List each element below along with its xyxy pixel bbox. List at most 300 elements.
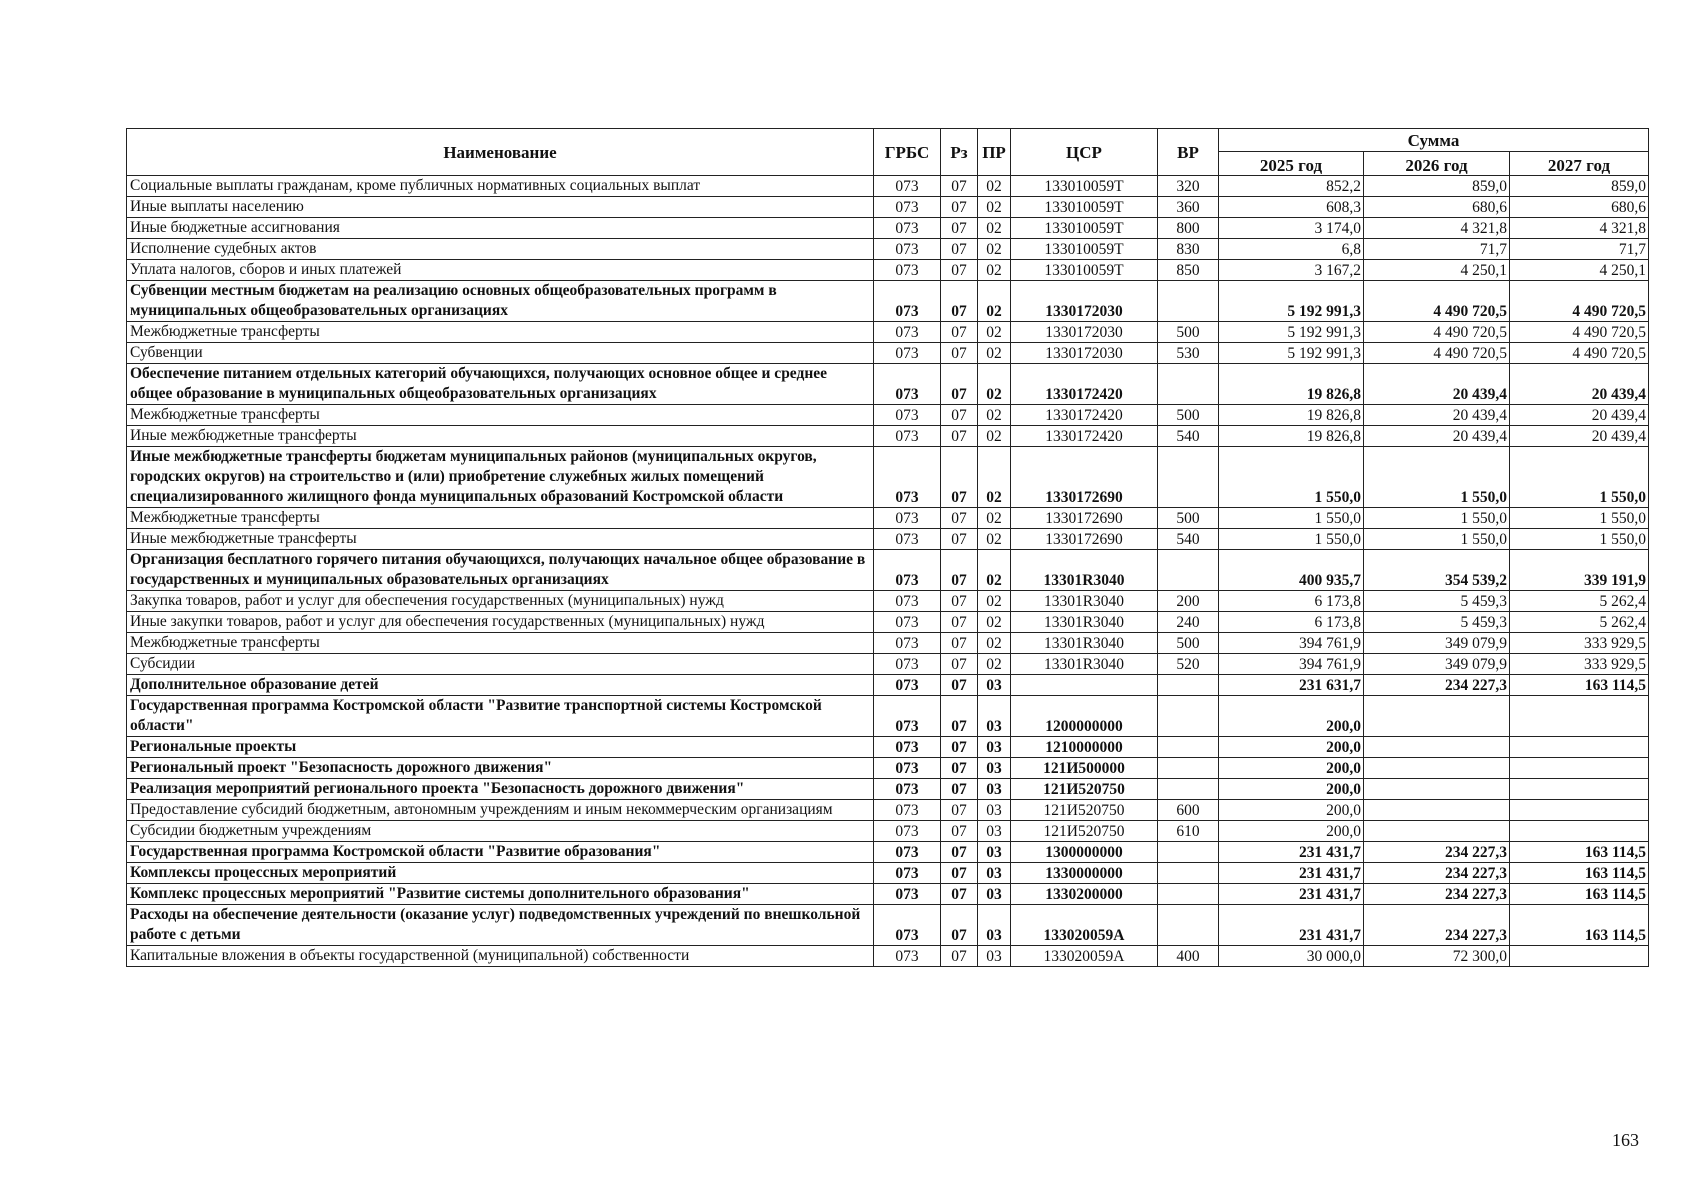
- cell-y2025: 394 761,9: [1219, 633, 1364, 654]
- cell-y2026: 234 227,3: [1364, 842, 1510, 863]
- cell-name: Организация бесплатного горячего питания обучающихся, получающих начальное общее образование в государственных и муниципальных образовательных организациях: [127, 550, 874, 591]
- header-vr: ВР: [1158, 129, 1219, 176]
- cell-rz: 07: [941, 696, 978, 737]
- cell-y2026: [1364, 696, 1510, 737]
- cell-vr: [1158, 884, 1219, 905]
- cell-y2027: 4 490 720,5: [1510, 281, 1649, 322]
- cell-y2027: 680,6: [1510, 197, 1649, 218]
- cell-grbs: 073: [874, 529, 941, 550]
- cell-y2026: [1364, 779, 1510, 800]
- cell-name: Субсидии бюджетным учреждениям: [127, 821, 874, 842]
- cell-csr: 1330172030: [1011, 322, 1158, 343]
- cell-rz: 07: [941, 447, 978, 508]
- cell-y2026: [1364, 821, 1510, 842]
- cell-y2027: [1510, 821, 1649, 842]
- cell-name: Обеспечение питанием отдельных категорий обучающихся, получающих основное общее и среднее общее образование в муниципальных общеобразовательных организациях: [127, 364, 874, 405]
- cell-y2027: 5 262,4: [1510, 612, 1649, 633]
- table-row: [127, 905, 1649, 946]
- cell-y2026: 349 079,9: [1364, 654, 1510, 675]
- cell-csr: 121И520750: [1011, 821, 1158, 842]
- cell-csr: 1330172420: [1011, 405, 1158, 426]
- cell-y2026: 1 550,0: [1364, 447, 1510, 508]
- cell-pr: 02: [978, 550, 1011, 591]
- budget-table: [126, 128, 1649, 967]
- cell-y2025: 3 174,0: [1219, 218, 1364, 239]
- cell-y2026: 349 079,9: [1364, 633, 1510, 654]
- cell-y2026: 234 227,3: [1364, 884, 1510, 905]
- table-row: [127, 946, 1649, 967]
- cell-pr: 02: [978, 529, 1011, 550]
- cell-vr: 540: [1158, 529, 1219, 550]
- cell-y2026: 1 550,0: [1364, 508, 1510, 529]
- cell-csr: 1330000000: [1011, 863, 1158, 884]
- cell-y2027: 20 439,4: [1510, 405, 1649, 426]
- cell-y2025: 5 192 991,3: [1219, 281, 1364, 322]
- cell-rz: 07: [941, 260, 978, 281]
- cell-vr: 320: [1158, 176, 1219, 197]
- table-row: [127, 343, 1649, 364]
- cell-vr: [1158, 675, 1219, 696]
- cell-rz: 07: [941, 800, 978, 821]
- cell-pr: 02: [978, 612, 1011, 633]
- table-row: [127, 322, 1649, 343]
- cell-grbs: 073: [874, 633, 941, 654]
- cell-y2027: 859,0: [1510, 176, 1649, 197]
- cell-csr: 13301R3040: [1011, 612, 1158, 633]
- cell-grbs: 073: [874, 239, 941, 260]
- table-row: [127, 884, 1649, 905]
- cell-vr: 530: [1158, 343, 1219, 364]
- table-row: [127, 529, 1649, 550]
- cell-rz: 07: [941, 176, 978, 197]
- cell-y2025: 19 826,8: [1219, 426, 1364, 447]
- cell-rz: 07: [941, 239, 978, 260]
- cell-y2026: 234 227,3: [1364, 675, 1510, 696]
- cell-name: Реализация мероприятий регионального проекта "Безопасность дорожного движения": [127, 779, 874, 800]
- table-row: [127, 364, 1649, 405]
- cell-csr: 121И520750: [1011, 800, 1158, 821]
- cell-rz: 07: [941, 322, 978, 343]
- cell-pr: 03: [978, 696, 1011, 737]
- cell-name: Расходы на обеспечение деятельности (оказание услуг) подведомственных учреждений по внешкольной работе с детьми: [127, 905, 874, 946]
- cell-csr: 13301R3040: [1011, 633, 1158, 654]
- cell-csr: 133020059А: [1011, 905, 1158, 946]
- cell-y2026: [1364, 737, 1510, 758]
- cell-name: Межбюджетные трансферты: [127, 508, 874, 529]
- cell-y2025: 6 173,8: [1219, 591, 1364, 612]
- cell-grbs: 073: [874, 800, 941, 821]
- table-row: [127, 447, 1649, 508]
- cell-pr: 03: [978, 884, 1011, 905]
- cell-grbs: 073: [874, 197, 941, 218]
- cell-csr: 133010059Т: [1011, 239, 1158, 260]
- cell-csr: 1330172690: [1011, 508, 1158, 529]
- table-row: [127, 675, 1649, 696]
- table-row: [127, 508, 1649, 529]
- cell-y2025: 5 192 991,3: [1219, 322, 1364, 343]
- cell-name: Иные выплаты населению: [127, 197, 874, 218]
- cell-pr: 03: [978, 821, 1011, 842]
- cell-y2026: [1364, 758, 1510, 779]
- cell-y2025: 200,0: [1219, 758, 1364, 779]
- cell-y2026: 859,0: [1364, 176, 1510, 197]
- cell-rz: 07: [941, 281, 978, 322]
- cell-y2027: 4 490 720,5: [1510, 343, 1649, 364]
- cell-rz: 07: [941, 633, 978, 654]
- cell-y2027: [1510, 758, 1649, 779]
- cell-grbs: 073: [874, 426, 941, 447]
- cell-pr: 03: [978, 905, 1011, 946]
- cell-pr: 03: [978, 758, 1011, 779]
- cell-csr: 13301R3040: [1011, 591, 1158, 612]
- cell-csr: 13301R3040: [1011, 654, 1158, 675]
- cell-vr: 400: [1158, 946, 1219, 967]
- cell-name: Государственная программа Костромской области "Развитие транспортной системы Костромской области": [127, 696, 874, 737]
- cell-y2025: 1 550,0: [1219, 447, 1364, 508]
- table-row: [127, 863, 1649, 884]
- cell-rz: 07: [941, 405, 978, 426]
- cell-csr: 121И520750: [1011, 779, 1158, 800]
- cell-rz: 07: [941, 905, 978, 946]
- cell-vr: 360: [1158, 197, 1219, 218]
- table-row: [127, 633, 1649, 654]
- cell-rz: 07: [941, 343, 978, 364]
- cell-rz: 07: [941, 779, 978, 800]
- cell-y2027: [1510, 800, 1649, 821]
- cell-y2027: 333 929,5: [1510, 654, 1649, 675]
- header-grbs: ГРБС: [874, 129, 941, 176]
- header-name: Наименование: [127, 129, 874, 176]
- cell-y2025: 200,0: [1219, 821, 1364, 842]
- cell-pr: 02: [978, 239, 1011, 260]
- cell-vr: 500: [1158, 633, 1219, 654]
- cell-y2025: 231 431,7: [1219, 842, 1364, 863]
- cell-y2026: 20 439,4: [1364, 405, 1510, 426]
- cell-vr: 500: [1158, 322, 1219, 343]
- cell-y2026: 71,7: [1364, 239, 1510, 260]
- cell-y2027: [1510, 779, 1649, 800]
- cell-grbs: 073: [874, 591, 941, 612]
- table-row: [127, 218, 1649, 239]
- header-rz: Рз: [941, 129, 978, 176]
- cell-vr: [1158, 737, 1219, 758]
- cell-pr: 03: [978, 800, 1011, 821]
- cell-name: Иные межбюджетные трансферты: [127, 426, 874, 447]
- cell-y2026: 5 459,3: [1364, 591, 1510, 612]
- cell-pr: 02: [978, 405, 1011, 426]
- cell-grbs: 073: [874, 612, 941, 633]
- table-row: [127, 758, 1649, 779]
- cell-vr: 500: [1158, 405, 1219, 426]
- cell-y2026: 5 459,3: [1364, 612, 1510, 633]
- cell-vr: 800: [1158, 218, 1219, 239]
- cell-pr: 03: [978, 737, 1011, 758]
- cell-y2025: 6,8: [1219, 239, 1364, 260]
- cell-y2025: 231 431,7: [1219, 905, 1364, 946]
- table-row: [127, 239, 1649, 260]
- cell-vr: 610: [1158, 821, 1219, 842]
- header-sum: Сумма: [1219, 129, 1649, 152]
- table-row: [127, 260, 1649, 281]
- table-row: [127, 550, 1649, 591]
- cell-y2027: 163 114,5: [1510, 675, 1649, 696]
- table-row: [127, 176, 1649, 197]
- header-2025: 2025 год: [1219, 152, 1364, 176]
- table-body: [127, 176, 1649, 967]
- cell-vr: 240: [1158, 612, 1219, 633]
- cell-rz: 07: [941, 529, 978, 550]
- cell-y2027: 20 439,4: [1510, 426, 1649, 447]
- cell-rz: 07: [941, 821, 978, 842]
- cell-grbs: 073: [874, 364, 941, 405]
- cell-y2026: 234 227,3: [1364, 863, 1510, 884]
- table-row: [127, 197, 1649, 218]
- cell-grbs: 073: [874, 260, 941, 281]
- cell-pr: 03: [978, 946, 1011, 967]
- cell-y2027: 163 114,5: [1510, 842, 1649, 863]
- cell-rz: 07: [941, 426, 978, 447]
- cell-y2025: 1 550,0: [1219, 529, 1364, 550]
- cell-name: Иные межбюджетные трансферты бюджетам муниципальных районов (муниципальных округов, городских округов) на строительство и (или) приобретение служебных жилых помещений специализированного жилищного фонда муниципальных образований Костромской области: [127, 447, 874, 508]
- cell-grbs: 073: [874, 758, 941, 779]
- cell-vr: [1158, 758, 1219, 779]
- cell-y2026: [1364, 800, 1510, 821]
- cell-rz: 07: [941, 863, 978, 884]
- cell-y2026: 20 439,4: [1364, 426, 1510, 447]
- cell-y2027: [1510, 737, 1649, 758]
- cell-csr: 133010059Т: [1011, 197, 1158, 218]
- cell-grbs: 073: [874, 675, 941, 696]
- cell-csr: 121И500000: [1011, 758, 1158, 779]
- cell-grbs: 073: [874, 779, 941, 800]
- table-row: [127, 842, 1649, 863]
- cell-y2027: [1510, 946, 1649, 967]
- cell-y2026: 72 300,0: [1364, 946, 1510, 967]
- cell-name: Региональные проекты: [127, 737, 874, 758]
- cell-vr: [1158, 863, 1219, 884]
- cell-csr: 133020059А: [1011, 946, 1158, 967]
- cell-y2025: 200,0: [1219, 779, 1364, 800]
- cell-pr: 02: [978, 218, 1011, 239]
- cell-y2026: 234 227,3: [1364, 905, 1510, 946]
- cell-y2025: 608,3: [1219, 197, 1364, 218]
- cell-y2025: 852,2: [1219, 176, 1364, 197]
- cell-pr: 02: [978, 281, 1011, 322]
- cell-csr: 1330172030: [1011, 281, 1158, 322]
- cell-name: Социальные выплаты гражданам, кроме публичных нормативных социальных выплат: [127, 176, 874, 197]
- cell-y2026: 4 321,8: [1364, 218, 1510, 239]
- cell-pr: 02: [978, 447, 1011, 508]
- cell-name: Уплата налогов, сборов и иных платежей: [127, 260, 874, 281]
- cell-name: Иные закупки товаров, работ и услуг для обеспечения государственных (муниципальных) нужд: [127, 612, 874, 633]
- cell-y2027: 163 114,5: [1510, 884, 1649, 905]
- cell-name: Капитальные вложения в объекты государственной (муниципальной) собственности: [127, 946, 874, 967]
- cell-vr: [1158, 447, 1219, 508]
- cell-csr: 133010059Т: [1011, 218, 1158, 239]
- cell-grbs: 073: [874, 176, 941, 197]
- cell-pr: 03: [978, 675, 1011, 696]
- cell-y2026: 4 250,1: [1364, 260, 1510, 281]
- cell-pr: 03: [978, 842, 1011, 863]
- cell-rz: 07: [941, 737, 978, 758]
- cell-vr: [1158, 905, 1219, 946]
- cell-vr: [1158, 364, 1219, 405]
- cell-pr: 02: [978, 364, 1011, 405]
- cell-y2027: 4 250,1: [1510, 260, 1649, 281]
- cell-pr: 02: [978, 426, 1011, 447]
- cell-grbs: 073: [874, 281, 941, 322]
- cell-csr: [1011, 675, 1158, 696]
- cell-csr: 133010059Т: [1011, 176, 1158, 197]
- cell-name: Межбюджетные трансферты: [127, 633, 874, 654]
- table-row: [127, 779, 1649, 800]
- cell-csr: 1330172690: [1011, 447, 1158, 508]
- cell-csr: 1300000000: [1011, 842, 1158, 863]
- cell-y2027: 1 550,0: [1510, 508, 1649, 529]
- cell-grbs: 073: [874, 508, 941, 529]
- cell-y2025: 3 167,2: [1219, 260, 1364, 281]
- cell-grbs: 073: [874, 946, 941, 967]
- cell-rz: 07: [941, 946, 978, 967]
- cell-y2026: 20 439,4: [1364, 364, 1510, 405]
- cell-name: Межбюджетные трансферты: [127, 405, 874, 426]
- cell-rz: 07: [941, 884, 978, 905]
- cell-rz: 07: [941, 591, 978, 612]
- cell-rz: 07: [941, 612, 978, 633]
- cell-pr: 02: [978, 260, 1011, 281]
- cell-y2027: [1510, 696, 1649, 737]
- cell-y2025: 19 826,8: [1219, 364, 1364, 405]
- cell-csr: 1200000000: [1011, 696, 1158, 737]
- cell-csr: 133010059Т: [1011, 260, 1158, 281]
- cell-pr: 02: [978, 633, 1011, 654]
- table-row: [127, 654, 1649, 675]
- header-2027: 2027 год: [1510, 152, 1649, 176]
- cell-rz: 07: [941, 197, 978, 218]
- header-csr: ЦСР: [1011, 129, 1158, 176]
- cell-name: Комплекс процессных мероприятий "Развитие системы дополнительного образования": [127, 884, 874, 905]
- cell-vr: 830: [1158, 239, 1219, 260]
- cell-y2025: 394 761,9: [1219, 654, 1364, 675]
- cell-y2025: 400 935,7: [1219, 550, 1364, 591]
- table-row: [127, 281, 1649, 322]
- cell-y2027: 71,7: [1510, 239, 1649, 260]
- cell-vr: [1158, 696, 1219, 737]
- cell-y2025: 6 173,8: [1219, 612, 1364, 633]
- cell-grbs: 073: [874, 322, 941, 343]
- table-row: [127, 737, 1649, 758]
- table-row: [127, 821, 1649, 842]
- cell-grbs: 073: [874, 218, 941, 239]
- cell-y2027: 163 114,5: [1510, 905, 1649, 946]
- cell-name: Субсидии: [127, 654, 874, 675]
- cell-grbs: 073: [874, 863, 941, 884]
- cell-y2027: 1 550,0: [1510, 529, 1649, 550]
- cell-rz: 07: [941, 364, 978, 405]
- cell-rz: 07: [941, 654, 978, 675]
- cell-y2025: 5 192 991,3: [1219, 343, 1364, 364]
- cell-y2027: 5 262,4: [1510, 591, 1649, 612]
- header-2026: 2026 год: [1364, 152, 1510, 176]
- cell-rz: 07: [941, 218, 978, 239]
- cell-y2026: 354 539,2: [1364, 550, 1510, 591]
- cell-grbs: 073: [874, 737, 941, 758]
- cell-grbs: 073: [874, 884, 941, 905]
- cell-y2027: 1 550,0: [1510, 447, 1649, 508]
- cell-csr: 1330172690: [1011, 529, 1158, 550]
- cell-vr: 600: [1158, 800, 1219, 821]
- cell-y2027: 333 929,5: [1510, 633, 1649, 654]
- cell-name: Субвенции: [127, 343, 874, 364]
- cell-pr: 02: [978, 343, 1011, 364]
- cell-vr: 850: [1158, 260, 1219, 281]
- cell-csr: 1330172420: [1011, 364, 1158, 405]
- cell-csr: 13301R3040: [1011, 550, 1158, 591]
- cell-vr: [1158, 842, 1219, 863]
- cell-rz: 07: [941, 550, 978, 591]
- cell-grbs: 073: [874, 905, 941, 946]
- cell-rz: 07: [941, 675, 978, 696]
- cell-csr: 1330172420: [1011, 426, 1158, 447]
- cell-y2025: 200,0: [1219, 696, 1364, 737]
- cell-rz: 07: [941, 758, 978, 779]
- cell-name: Межбюджетные трансферты: [127, 322, 874, 343]
- cell-y2026: 4 490 720,5: [1364, 343, 1510, 364]
- cell-name: Государственная программа Костромской области "Развитие образования": [127, 842, 874, 863]
- cell-grbs: 073: [874, 696, 941, 737]
- cell-y2025: 1 550,0: [1219, 508, 1364, 529]
- cell-grbs: 073: [874, 842, 941, 863]
- cell-pr: 02: [978, 176, 1011, 197]
- cell-pr: 02: [978, 591, 1011, 612]
- cell-name: Иные бюджетные ассигнования: [127, 218, 874, 239]
- cell-vr: 520: [1158, 654, 1219, 675]
- cell-name: Региональный проект "Безопасность дорожного движения": [127, 758, 874, 779]
- cell-pr: 02: [978, 322, 1011, 343]
- cell-y2026: 4 490 720,5: [1364, 281, 1510, 322]
- cell-pr: 03: [978, 863, 1011, 884]
- cell-y2027: 339 191,9: [1510, 550, 1649, 591]
- cell-csr: 1330200000: [1011, 884, 1158, 905]
- cell-vr: [1158, 779, 1219, 800]
- cell-vr: [1158, 281, 1219, 322]
- cell-name: Предоставление субсидий бюджетным, автономным учреждениям и иным некоммерческим организациям: [127, 800, 874, 821]
- table-row: [127, 612, 1649, 633]
- cell-y2027: 4 321,8: [1510, 218, 1649, 239]
- cell-y2027: 163 114,5: [1510, 863, 1649, 884]
- cell-pr: 02: [978, 197, 1011, 218]
- cell-name: Дополнительное образование детей: [127, 675, 874, 696]
- cell-y2025: 231 631,7: [1219, 675, 1364, 696]
- cell-y2025: 231 431,7: [1219, 863, 1364, 884]
- cell-y2025: 19 826,8: [1219, 405, 1364, 426]
- cell-vr: 200: [1158, 591, 1219, 612]
- cell-name: Исполнение судебных актов: [127, 239, 874, 260]
- cell-y2025: 200,0: [1219, 737, 1364, 758]
- cell-grbs: 073: [874, 343, 941, 364]
- cell-rz: 07: [941, 508, 978, 529]
- cell-y2025: 231 431,7: [1219, 884, 1364, 905]
- cell-pr: 02: [978, 508, 1011, 529]
- table-row: [127, 405, 1649, 426]
- table-row: [127, 426, 1649, 447]
- cell-name: Комплексы процессных мероприятий: [127, 863, 874, 884]
- cell-y2026: 4 490 720,5: [1364, 322, 1510, 343]
- cell-vr: [1158, 550, 1219, 591]
- cell-csr: 1210000000: [1011, 737, 1158, 758]
- cell-pr: 02: [978, 654, 1011, 675]
- header-pr: ПР: [978, 129, 1011, 176]
